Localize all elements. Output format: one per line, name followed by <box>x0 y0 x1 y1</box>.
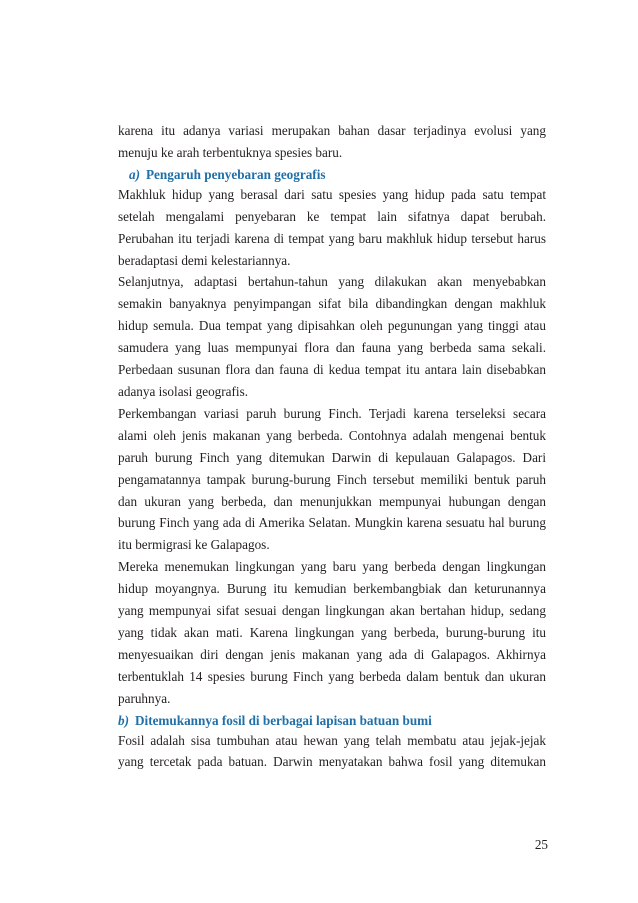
section-b-heading <box>118 712 546 730</box>
text-line: semakin banyaknya penyimpangan sifat bila dibandingkan dengan makhluk <box>118 296 546 312</box>
text-line: Perbedaan susunan flora dan fauna di kedua tempat itu antara lain disebabkan <box>118 362 546 378</box>
text-line: hidup semula. Dua tempat yang dipisahkan oleh pegunungan yang tinggi atau <box>118 318 546 334</box>
text-line: adanya isolasi geografis. <box>118 383 249 399</box>
text-line: Perkembangan variasi paruh burung Finch. Terjadi karena terseleksi secara <box>118 405 546 421</box>
section-b-paragraph-1 <box>118 730 546 774</box>
text-line: Mereka menemukan lingkungan yang baru yang berbeda dengan lingkungan <box>118 559 546 575</box>
text-line: setelah mengalami penyebaran ke tempat lain sifatnya dapat berubah. <box>118 208 546 224</box>
text-line: alami oleh jenis makanan yang berbeda. Contohnya adalah mengenai bentuk <box>118 427 546 443</box>
text-line: samudera yang luas mempunyai flora dan fauna yang berbeda sama sekali. <box>118 340 546 356</box>
section-b-title: Ditemukannya fosil di berbagai lapisan batuan bumi <box>135 712 432 728</box>
section-a-marker: a) <box>129 166 140 182</box>
section-a-title: Pengaruh penyebaran geografis <box>146 166 326 182</box>
document-page <box>118 120 546 773</box>
text-line: menuju ke arah terbentuknya spesies baru. <box>118 144 343 160</box>
intro-paragraph <box>118 120 546 164</box>
text-line: terbentuklah 14 spesies burung Finch yang berbeda dalam bentuk dan ukuran <box>118 668 546 684</box>
text-line: pengamatannya tampak burung-burung Finch tersebut memiliki bentuk paruh <box>118 471 546 487</box>
section-a-paragraph-3 <box>118 403 546 556</box>
text-line: burung Finch yang ada di Amerika Selatan. Mungkin karena sesuatu hal burung <box>118 515 546 531</box>
section-a-heading <box>118 166 546 184</box>
text-line: itu bermigrasi ke Galapagos. <box>118 537 270 553</box>
text-line: Fosil adalah sisa tumbuhan atau hewan yang telah membatu atau jejak-jejak <box>118 732 546 748</box>
section-b-marker: b) <box>118 712 129 728</box>
section-a-paragraph-2 <box>118 271 546 402</box>
text-line: Selanjutnya, adaptasi bertahun-tahun yang dilakukan akan menyebabkan <box>118 274 546 290</box>
page-number: 25 <box>534 837 548 852</box>
text-line: paruhnya. <box>118 690 171 706</box>
text-line: beradaptasi demi kelestariannya. <box>118 252 291 268</box>
text-line: yang tercetak pada batuan. Darwin menyatakan bahwa fosil yang ditemukan <box>118 754 546 770</box>
text-line: dan ukuran yang berbeda, dan menunjukkan mempunyai hubungan dengan <box>118 493 546 509</box>
text-line: Perubahan itu terjadi karena di tempat yang baru makhluk hidup tersebut harus <box>118 230 546 246</box>
section-a-paragraph-4 <box>118 556 546 709</box>
text-line: yang mempunyai sifat sesuai dengan lingkungan akan bertahan hidup, sedang <box>118 603 546 619</box>
text-line: karena itu adanya variasi merupakan bahan dasar terjadinya evolusi yang <box>118 123 546 138</box>
text-line: menyesuaikan diri dengan jenis makanan yang ada di Galapagos. Akhirnya <box>118 646 546 662</box>
text-line: Makhluk hidup yang berasal dari satu spesies yang hidup pada satu tempat <box>118 186 546 202</box>
text-line: hidup moyangnya. Burung itu kemudian berkembangbiak dan keturunannya <box>118 581 546 597</box>
text-line: paruh burung Finch yang ditemukan Darwin di kepulauan Galapagos. Dari <box>118 449 546 465</box>
section-a-paragraph-1 <box>118 184 546 272</box>
text-line: yang tidak akan mati. Karena lingkungan yang berbeda, burung-burung itu <box>118 624 546 640</box>
